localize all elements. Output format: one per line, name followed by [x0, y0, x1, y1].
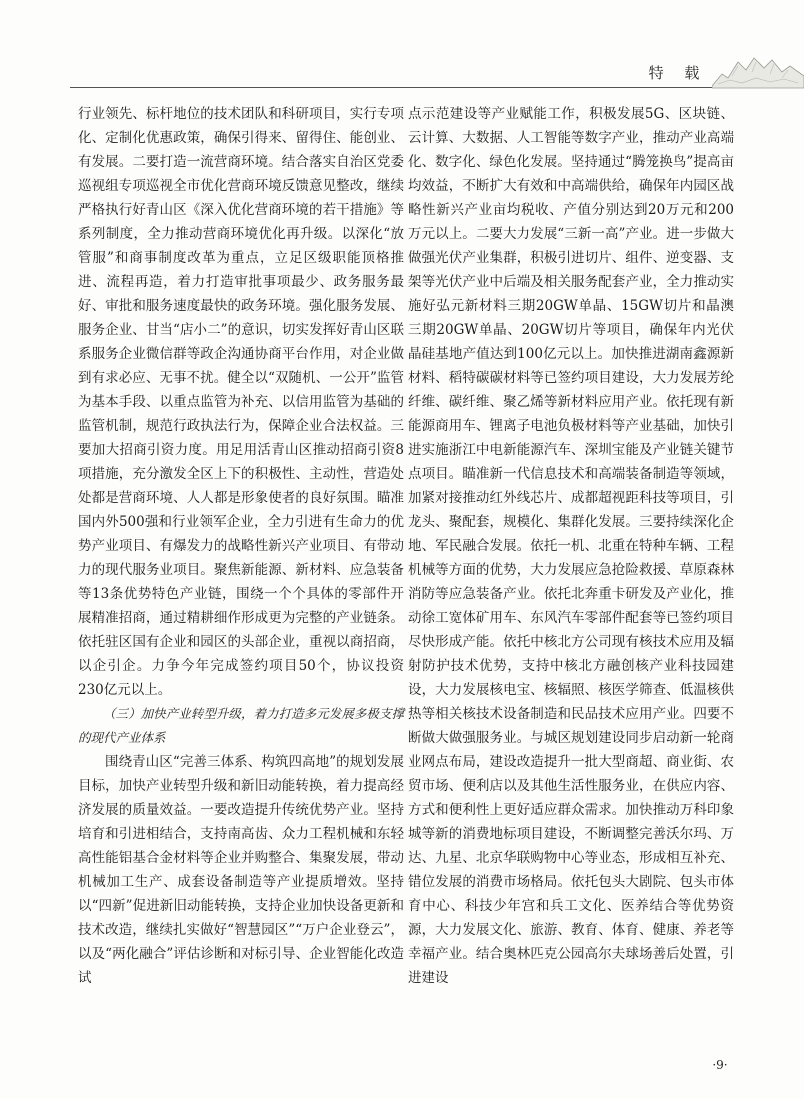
- body-paragraph: 行业领先、标杆地位的技术团队和科研项目，实行专项化、定制化优惠政策，确保引得来、留得住、能创业、有发展。二要打造一流营商环境。结合落实自治区党委巡视组专项巡视全市优化营商环境反馈意见整改，继续严格执行好青山区《深入优化营商环境的若干措施》等系列制度，全力推动营商环境优化再升级。以深化“放管服”和商事制度改革为重点，立足区级职能顶格推进、流程再造，着力打造审批事项最少、政务服务最好、审批和服务速度最快的政务环境。强化服务发展、服务企业、甘当“店小二”的意识，切实发挥好青山区联系服务企业微信群等政企沟通协商平台作用，对企业做到有求必应、无事不扰。健全以“双随机、一公开”监管为基本手段、以重点监管为补充、以信用监管为基础的监管机制，规范行政执法行为，保障企业合法权益。三要加大招商引资力度。用足用活青山区推动招商引资8项措施，充分激发全区上下的积极性、主动性，营造处处都是营商环境、人人都是形象使者的良好氛围。瞄准国内外500强和行业领军企业，全力引进有生命力的优势产业项目、有爆发力的战略性新兴产业项目、有带动力的现代服务业项目。聚焦新能源、新材料、应急装备等13条优势特色产业链，围绕一个个具体的零部件开展精准招商，通过精耕细作形成更为完整的产业链条。依托驻区国有企业和园区的头部企业，重视以商招商，以企引企。力争今年完成签约项目50个，协议投资230亿元以上。: [78, 106, 404, 698]
- left-column: [78, 102, 404, 990]
- section-subheading: （三）加快产业转型升级，着力打造多元发展多极支撑的现代产业体系: [78, 706, 404, 745]
- right-column: [408, 102, 734, 990]
- page-number: ·9·: [712, 1058, 728, 1072]
- body-paragraph: 围绕青山区“完善三体系、构筑四高地”的规划发展目标，加快产业转型升级和新旧动能转换，着力提高经济发展的质量效益。一要改造提升传统优势产业。坚持培育和引进相结合，支持南高齿、众力工程机械和东轻高性能铝基合金材料等企业并购整合、集聚发展，带动机械加工生产、成套设备制造等产业提质增效。坚持以“四新”促进新旧动能转换，支持企业加快设备更新和技术改造，继续扎实做好“智慧园区”“万户企业登云”，以及“两化融合”评估诊断和对标引导、企业智能化改造试: [78, 754, 404, 986]
- section-label: 特 载: [648, 64, 708, 82]
- page-header: [0, 0, 804, 100]
- body-paragraph: 点示范建设等产业赋能工作，积极发展5G、区块链、云计算、大数据、人工智能等数字产业，推动产业高端化、数字化、绿色化发展。坚持通过“腾笼换鸟”提高亩均效益，不断扩大有效和中高端供给，确保年内园区战略性新兴产业亩均税收、产值分别达到20万元和200万元以上。二要大力发展“三新一高”产业。进一步做大做强光伏产业集群，积极引进切片、组件、逆变器、支架等光伏产业中后端及相关服务配套产业，全力推动实施好弘元新材料三期20GW单晶、15GW切片和晶澳三期20GW单晶、20GW切片等项目，确保年内光伏晶硅基地产值达到100亿元以上。加快推进湖南鑫源新材料、稻特碳碳材料等已签约项目建设，大力发展芳纶纤维、碳纤维、聚乙烯等新材料应用产业。依托现有新能源商用车、锂离子电池负极材料等产业基础，加快引进实施浙江中电新能源汽车、深圳宝能及产业链关键节点项目。瞄准新一代信息技术和高端装备制造等领域，加紧对接推动红外线芯片、成都超视距科技等项目，引龙头、聚配套，规模化、集群化发展。三要持续深化企地、军民融合发展。依托一机、北重在特种车辆、工程机械等方面的优势，大力发展应急抢险救援、草原森林消防等应急装备产业。依托北奔重卡研发及产业化，推动徐工宽体矿用车、东风汽车零部件配套等已签约项目尽快形成产能。依托中核北方公司现有核技术应用及辐射防护技术优势，支持中核北方融创核产业科技园建设，大力发展核电宝、核辐照、核医学筛查、低温核供热等相关核技术设备制造和民品技术应用产业。四要不断做大做强服务业。与城区规划建设同步启动新一轮商业网点布局，建设改造提升一批大型商超、商业街、农贸市场、便利店以及其他生活性服务业，在供应内容、方式和便利性上更好适应群众需求。加快推动万科印象城等新的消费地标项目建设，不断调整完善沃尔玛、万达、九星、北京华联购物中心等业态，形成相互补充、错位发展的消费市场格局。依托包头大剧院、包头市体育中心、科技少年宫和兵工文化、医养结合等优势资源，大力发展文化、旅游、教育、体育、健康、养老等幸福产业。结合奥林匹克公园高尔夫球场善后处置，引进建设: [408, 106, 734, 986]
- mountain-landscape-icon: [712, 50, 804, 90]
- header-rule: [70, 87, 804, 88]
